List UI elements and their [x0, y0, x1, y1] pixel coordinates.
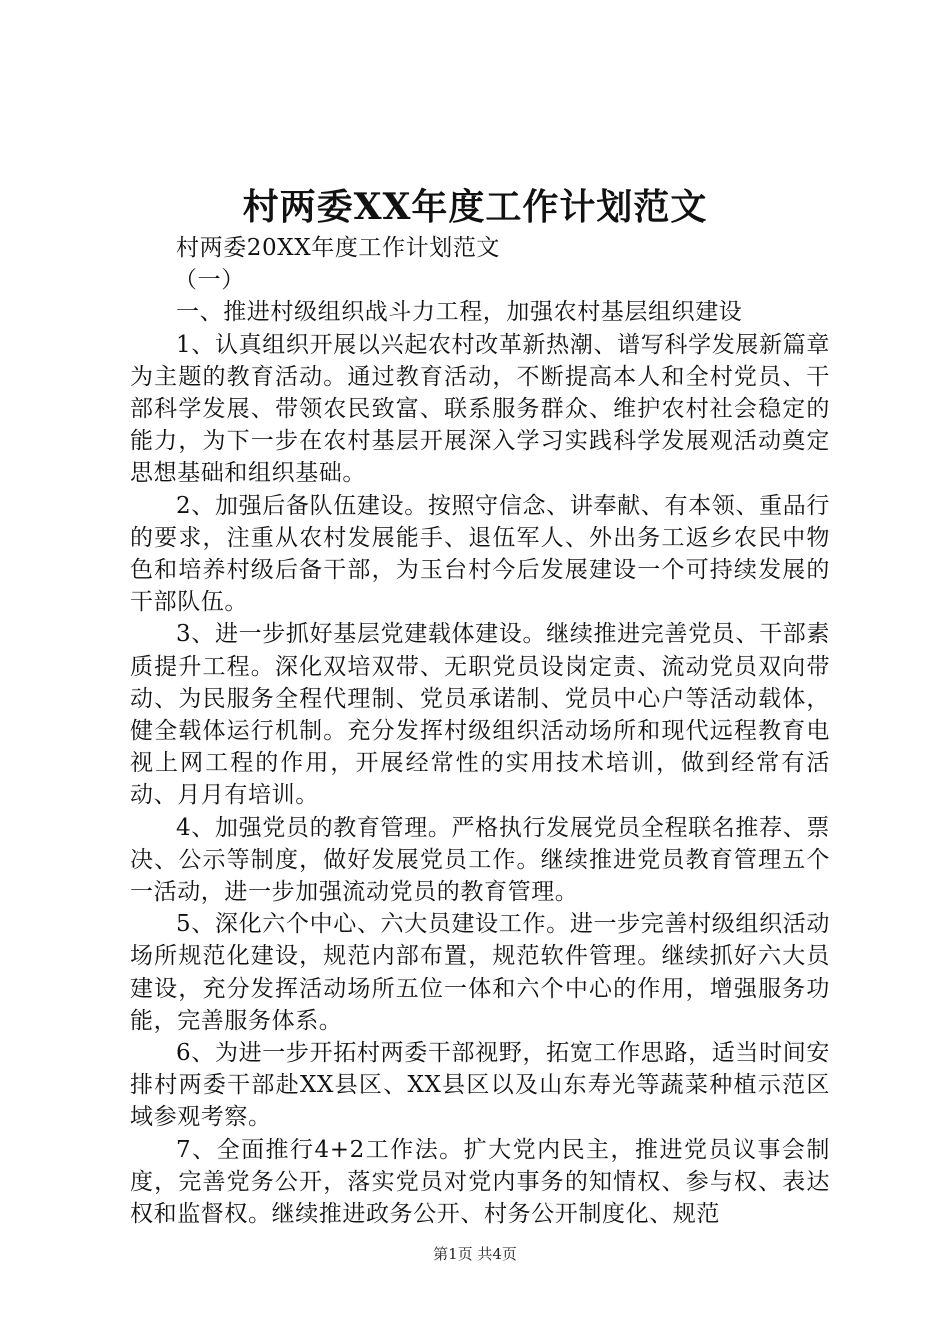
page-footer: 第1页 共4页	[433, 1245, 517, 1263]
document-body	[130, 232, 830, 1230]
section-heading: 一、推进村级组织战斗力工程，加强农村基层组织建设	[176, 299, 743, 326]
paragraph-4: 4、加强党员的教育管理。严格执行发展党员全程联名推荐、票决、公示等制度，做好发展党员工作。继续推进党员教育管理五个一活动，进一步加强流动党员的教育管理。	[130, 814, 830, 906]
paragraph-2: 2、加强后备队伍建设。按照守信念、讲奉献、有本领、重品行的要求，注重从农村发展能手、退伍军人、外出务工返乡农民中物色和培养村级后备干部，为玉台村今后发展建设一个可持续发展的干部队伍。	[130, 492, 830, 616]
paragraph-3: 3、进一步抓好基层党建载体建设。继续推进完善党员、干部素质提升工程。深化双培双带、无职党员设岗定责、流动党员双向带动、为民服务全程代理制、党员承诺制、党员中心户等活动载体，健全载体运行机制。充分发挥村级组织活动场所和现代远程教育电视上网工程的作用，开展经常性的实用技术培训，做到经常有活动、月月有培训。	[130, 621, 830, 809]
paragraph-6: 6、为进一步开拓村两委干部视野，拓宽工作思路，适当时间安排村两委干部赴XX县区、XX县区以及山东寿光等蔬菜种植示范区域参观考察。	[130, 1040, 830, 1131]
document-title: 村两委XX年度工作计划范文	[242, 186, 708, 228]
paragraph-5: 5、深化六个中心、六大员建设工作。进一步完善村级组织活动场所规范化建设，规范内部布置，规范软件管理。继续抓好六大员建设，充分发挥活动场所五位一体和六个中心的作用，增强服务功能，完善服务体系。	[130, 911, 830, 1034]
document-subtitle: 村两委20XX年度工作计划范文	[176, 235, 501, 261]
paragraph-1: 1、认真组织开展以兴起农村改革新热潮、谱写科学发展新篇章为主题的教育活动。通过教育活动，不断提高本人和全村党员、干部科学发展、带领农民致富、联系服务群众、维护农村社会稳定的能力，为下一步在农村基层开展深入学习实践科学发展观活动奠定思想基础和组织基础。	[130, 331, 830, 487]
paragraph-7: 7、全面推行4+2工作法。扩大党内民主，推进党员议事会制度，完善党务公开，落实党员对党内事务的知情权、参与权、表达权和监督权。继续推进政务公开、村务公开制度化、规范	[130, 1136, 830, 1228]
section-marker: （一）	[174, 267, 245, 294]
